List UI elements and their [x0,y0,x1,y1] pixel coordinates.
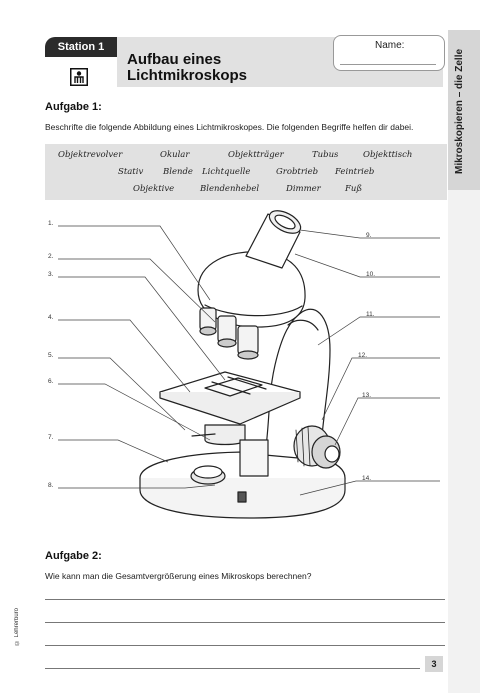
label-number: 2. [48,253,54,260]
label-number: 5. [48,352,54,359]
label-number: 12. [358,352,368,359]
term: Stativ [118,167,144,177]
task1-text: Beschrifte die folgende Abbildung eines Lichtmikroskopes. Die folgenden Begriffe helfen dir dabei. [45,122,414,132]
term: Objektträger [228,150,284,160]
side-label: Mikroskopieren – die Zelle [454,48,465,174]
label-number: 6. [48,378,54,385]
task1-heading: Aufgabe 1: [45,101,102,113]
label-number: 9. [366,232,372,239]
copyright: © Lehrerbüro [14,608,20,646]
label-number: 8. [48,482,54,489]
term: Dimmer [286,184,321,194]
task2-text: Wie kann man die Gesamtvergrößerung eines Mikroskops berechnen? [45,571,312,581]
term: Objektrevolver [58,150,123,160]
label-number: 14. [362,475,372,482]
term: Lichtquelle [202,167,251,177]
label-number: 3. [48,271,54,278]
label-number: 11. [366,311,375,318]
task2-heading: Aufgabe 2: [45,550,102,562]
term: Fuß [345,184,363,194]
term: Objekttisch [363,150,413,160]
label-number: 1. [48,220,54,227]
answer-line[interactable] [45,599,445,600]
station-badge: Station 1 [45,37,117,57]
term: Okular [160,150,190,160]
term: Tubus [312,150,339,160]
term: Blendenhebel [200,184,260,194]
title-line-2: Lichtmikroskops [127,67,248,84]
term: Feintrieb [335,167,375,177]
page-number: 3 [425,656,443,672]
label-number: 7. [48,434,54,441]
label-number: 4. [48,314,54,321]
term: Objektive [133,184,175,194]
term: Grobtrieb [276,167,319,177]
label-number: 13. [362,392,372,399]
name-label: Name: [375,40,405,51]
answer-line[interactable] [45,668,420,669]
label-number: 10. [366,271,376,278]
answer-line[interactable] [45,645,445,646]
answer-line[interactable] [45,622,445,623]
title-line-1: Aufbau eines [127,51,222,68]
term: Blende [163,167,193,177]
